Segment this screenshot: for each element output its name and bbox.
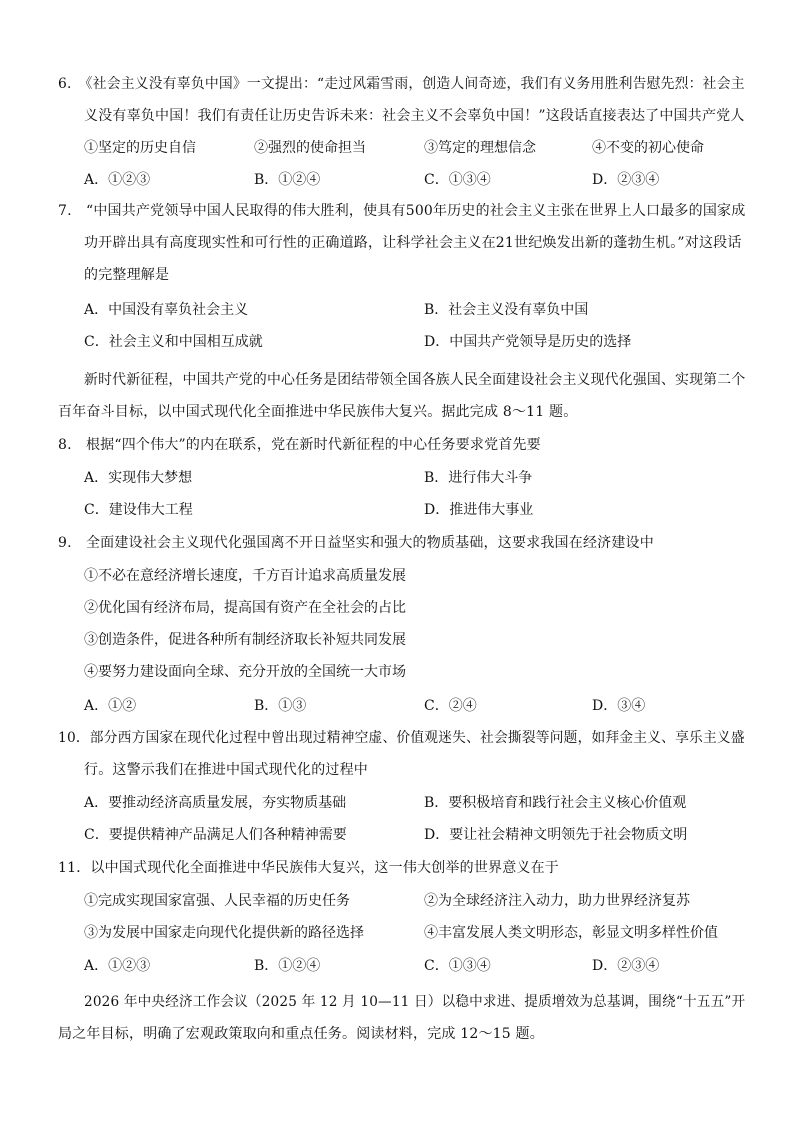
q6-item-3: ③笃定的理想信念 [424, 140, 536, 156]
q11-option-d: D．②③④ [592, 958, 660, 974]
material-1-line-2: 百年奋斗目标，以中国式现代化全面推进中华民族伟大复兴。据此完成 8～11 题。 [58, 404, 578, 420]
q7-option-d: D．中国共产党领导是历史的选择 [424, 334, 632, 350]
q11-item-2: ②为全球经济注入动力，助力世界经济复苏 [424, 893, 690, 909]
q11-option-a: A．①②③ [84, 958, 151, 974]
q11-option-c: C．①③④ [424, 958, 491, 974]
question-11-line-1: 11．以中国式现代化全面推进中华民族伟大复兴，这一伟大创举的世界意义在于 [58, 860, 560, 876]
question-6-line-1: 6. 《社会主义没有辜负中国》一文提出：“走过风霜雪雨，创造人间奇迹，我们有义务用胜利告慰先烈：社会主 [58, 76, 745, 92]
question-8-line-1: 8. 根据“四个伟大”的内在联系，党在新时代新征程的中心任务要求党首先要 [58, 437, 541, 453]
question-6-line-2: 义没有辜负中国！我们有责任让历史告诉未来：社会主义不会辜负中国！”这段话直接表达了中国共产党人 [84, 108, 745, 124]
q6-item-1: ①坚定的历史自信 [84, 140, 196, 156]
q10-option-b: B．要积极培育和践行社会主义核心价值观 [424, 795, 687, 811]
q6-item-2: ②强烈的使命担当 [254, 140, 366, 156]
q11-item-1: ①完成实现国家富强、人民幸福的历史任务 [84, 893, 350, 909]
q7-option-a: A．中国没有辜负社会主义 [84, 302, 249, 318]
q6-option-c: C．①③④ [424, 172, 491, 188]
q11-option-b: B．①②④ [254, 958, 321, 974]
question-9-line-1: 9. 全面建设社会主义现代化强国离不开日益坚实和强大的物质基础，这要求我国在经济建设中 [58, 535, 654, 551]
q6-item-4: ④不变的初心使命 [592, 140, 704, 156]
q8-option-c: C．建设伟大工程 [84, 502, 193, 518]
q6-option-a: A．①②③ [84, 172, 151, 188]
q11-item-3: ③为发展中国家走向现代化提供新的路径选择 [84, 925, 364, 941]
q6-option-d: D．②③④ [592, 172, 660, 188]
q9-option-d: D．③④ [592, 698, 646, 714]
question-7-line-3: 的完整理解是 [84, 267, 170, 283]
q9-item-1: ①不必在意经济增长速度，千方百计追求高质量发展 [84, 568, 406, 584]
q9-item-2: ②优化国有经济布局，提高国有资产在全社会的占比 [84, 600, 406, 616]
q9-option-b: B．①③ [254, 698, 307, 714]
question-7-line-1: 7. “中国共产党领导中国人民取得的伟大胜利，使具有500年历史的社会主义主张在世界上人口最多的国家成 [58, 203, 746, 219]
q8-option-b: B．进行伟大斗争 [424, 470, 533, 486]
material-2-line-1: 2026 年中央经济工作会议（2025 年 12 月 10—11 日）以稳中求进、提质增效为总基调，围绕“十五五”开 [84, 994, 746, 1010]
q7-option-b: B．社会主义没有辜负中国 [424, 302, 589, 318]
q9-option-c: C．②④ [424, 698, 477, 714]
q6-option-b: B．①②④ [254, 172, 321, 188]
q9-option-a: A．①② [84, 698, 137, 714]
q7-option-c: C．社会主义和中国相互成就 [84, 334, 263, 350]
q10-option-c: C．要提供精神产品满足人们各种精神需要 [84, 827, 347, 843]
material-1-line-1: 新时代新征程，中国共产党的中心任务是团结带领全国各族人民全面建设社会主义现代化强国、实现第二个 [84, 372, 746, 388]
q8-option-d: D．推进伟大事业 [424, 502, 534, 518]
q9-item-4: ④要努力建设面向全球、充分开放的全国统一大市场 [84, 664, 406, 680]
question-7-line-2: 功开辟出具有高度现实性和可行性的正确道路，让科学社会主义在21世纪焕发出新的蓬勃生机。”对这段话 [84, 235, 742, 251]
q10-option-a: A．要推动经济高质量发展，夯实物质基础 [84, 795, 347, 811]
question-10-line-1: 10．部分西方国家在现代化过程中曾出现过精神空虚、价值观迷失、社会撕裂等问题，如拜金主义、享乐主义盛 [58, 730, 745, 746]
q9-item-3: ③创造条件，促进各种所有制经济取长补短共同发展 [84, 632, 406, 648]
material-2-line-2: 局之年目标，明确了宏观政策取向和重点任务。阅读材料，完成 12～15 题。 [58, 1026, 544, 1042]
q11-item-4: ④丰富发展人类文明形态，彰显文明多样性价值 [424, 925, 718, 941]
q10-option-d: D．要让社会精神文明领先于社会物质文明 [424, 827, 688, 843]
question-10-line-2: 行。这警示我们在推进中国式现代化的过程中 [84, 762, 368, 778]
q8-option-a: A．实现伟大梦想 [84, 470, 193, 486]
